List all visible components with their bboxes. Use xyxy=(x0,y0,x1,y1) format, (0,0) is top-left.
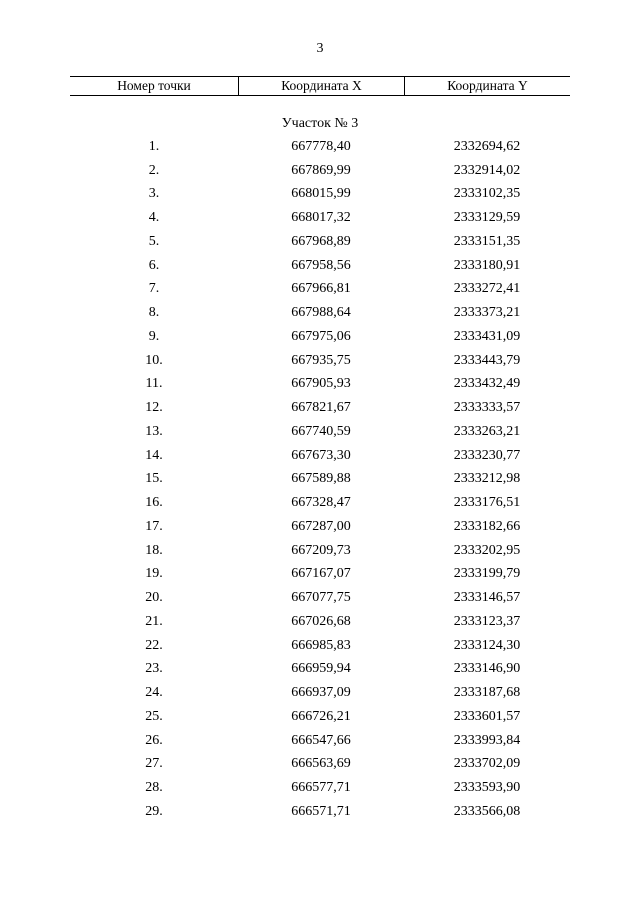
point-number-cell: 22. xyxy=(145,637,163,653)
point-number-cell: 19. xyxy=(145,566,163,582)
table-row xyxy=(70,206,570,230)
point-number-cell: 12. xyxy=(145,400,163,416)
table-row xyxy=(70,634,570,658)
point-number-cell: 23. xyxy=(145,661,163,677)
header-coordinate-x: Координата X xyxy=(238,77,404,95)
coordinate-y-cell: 2333212,98 xyxy=(453,471,521,487)
coordinate-x-cell: 668017,32 xyxy=(291,210,351,226)
point-number-cell: 26. xyxy=(145,732,163,748)
table-row xyxy=(70,230,570,254)
coordinate-x-cell: 667589,88 xyxy=(291,471,351,487)
table-row xyxy=(70,278,570,302)
point-number-cell: 5. xyxy=(148,233,160,249)
point-number-cell: 10. xyxy=(145,352,163,368)
coordinate-x-cell: 667328,47 xyxy=(291,495,351,511)
coordinate-y-cell: 2333146,90 xyxy=(453,661,521,677)
table-row xyxy=(70,396,570,420)
table-body xyxy=(70,135,570,824)
coordinate-x-cell: 667077,75 xyxy=(291,590,351,606)
coordinate-y-cell: 2333593,90 xyxy=(453,780,521,796)
coordinate-x-cell: 668015,99 xyxy=(291,186,351,202)
coordinate-x-cell: 667988,64 xyxy=(291,305,351,321)
coordinate-x-cell: 667869,99 xyxy=(291,162,351,178)
point-number-cell: 20. xyxy=(145,590,163,606)
coordinate-y-cell: 2333432,49 xyxy=(453,376,521,392)
coordinate-y-cell: 2333182,66 xyxy=(453,518,521,534)
table-row xyxy=(70,753,570,777)
header-point-number: Номер точки xyxy=(117,78,191,93)
point-number-cell: 16. xyxy=(145,495,163,511)
coordinate-y-cell: 2333272,41 xyxy=(453,281,521,297)
coordinate-x-cell: 667966,81 xyxy=(291,281,351,297)
coordinate-y-cell: 2332694,62 xyxy=(453,138,521,154)
table-row xyxy=(70,373,570,397)
table-row xyxy=(70,325,570,349)
table-row xyxy=(70,610,570,634)
table-row xyxy=(70,349,570,373)
point-number-cell: 24. xyxy=(145,685,163,701)
coordinate-x-cell: 666563,69 xyxy=(291,756,351,772)
coordinate-y-cell: 2333129,59 xyxy=(453,210,521,226)
header-coordinate-y: Координата Y xyxy=(404,77,570,95)
coordinate-y-cell: 2333230,77 xyxy=(453,447,521,463)
table-row xyxy=(70,539,570,563)
coordinate-y-cell: 2333263,21 xyxy=(453,423,521,439)
coordinate-y-cell: 2333373,21 xyxy=(453,305,521,321)
coordinate-y-cell: 2333443,79 xyxy=(453,352,521,368)
point-number-cell: 7. xyxy=(148,281,160,297)
table-row xyxy=(70,729,570,753)
point-number-cell: 15. xyxy=(145,471,163,487)
table-row xyxy=(70,563,570,587)
coordinate-y-cell: 2333123,37 xyxy=(453,613,521,629)
coordinate-x-cell: 666937,09 xyxy=(291,685,351,701)
point-number-cell: 8. xyxy=(148,305,160,321)
coordinate-y-cell: 2333146,57 xyxy=(453,590,521,606)
coordinate-x-cell: 666959,94 xyxy=(291,661,351,677)
coordinate-x-cell: 667209,73 xyxy=(291,542,351,558)
coordinates-table xyxy=(70,76,570,824)
point-number-cell: 3. xyxy=(148,186,160,202)
table-row xyxy=(70,491,570,515)
coordinate-x-cell: 667905,93 xyxy=(291,376,351,392)
coordinate-y-cell: 2333431,09 xyxy=(453,328,521,344)
coordinate-y-cell: 2333333,57 xyxy=(453,400,521,416)
table-row xyxy=(70,468,570,492)
table-row xyxy=(70,183,570,207)
coordinate-x-cell: 666726,21 xyxy=(291,708,351,724)
coordinate-y-cell: 2333601,57 xyxy=(453,708,521,724)
coordinate-x-cell: 666547,66 xyxy=(291,732,351,748)
table-header-row xyxy=(70,76,570,96)
point-number-cell: 27. xyxy=(145,756,163,772)
coordinate-x-cell: 667778,40 xyxy=(291,138,351,154)
table-row xyxy=(70,420,570,444)
coordinate-x-cell: 667968,89 xyxy=(291,233,351,249)
point-number-cell: 25. xyxy=(145,708,163,724)
point-number-cell: 14. xyxy=(145,447,163,463)
table-row xyxy=(70,681,570,705)
point-number-cell: 28. xyxy=(145,780,163,796)
coordinate-x-cell: 667740,59 xyxy=(291,423,351,439)
table-row xyxy=(70,444,570,468)
coordinate-x-cell: 666571,71 xyxy=(291,803,351,819)
table-row xyxy=(70,135,570,159)
point-number-cell: 17. xyxy=(145,518,163,534)
point-number-cell: 4. xyxy=(148,210,160,226)
table-row xyxy=(70,800,570,824)
coordinate-y-cell: 2333202,95 xyxy=(453,542,521,558)
coordinate-x-cell: 667167,07 xyxy=(291,566,351,582)
table-row xyxy=(70,515,570,539)
point-number-cell: 1. xyxy=(148,138,160,154)
point-number-cell: 11. xyxy=(145,376,163,392)
coordinate-x-cell: 667287,00 xyxy=(291,518,351,534)
coordinate-y-cell: 2333702,09 xyxy=(453,756,521,772)
table-row xyxy=(70,705,570,729)
coordinate-y-cell: 2333566,08 xyxy=(453,803,521,819)
coordinate-y-cell: 2333199,79 xyxy=(453,566,521,582)
coordinate-y-cell: 2333102,35 xyxy=(453,186,521,202)
table-row xyxy=(70,658,570,682)
point-number-cell: 13. xyxy=(145,423,163,439)
table-row xyxy=(70,301,570,325)
coordinate-x-cell: 666985,83 xyxy=(291,637,351,653)
coordinate-y-cell: 2332914,02 xyxy=(453,162,521,178)
coordinate-y-cell: 2333180,91 xyxy=(453,257,521,273)
point-number-cell: 18. xyxy=(145,542,163,558)
section-title: Участок № 3 xyxy=(281,116,359,131)
coordinate-y-cell: 2333187,68 xyxy=(453,685,521,701)
point-number-cell: 6. xyxy=(148,257,160,273)
table-row xyxy=(70,254,570,278)
coordinate-y-cell: 2333176,51 xyxy=(453,495,521,511)
coordinate-x-cell: 667821,67 xyxy=(291,400,351,416)
coordinate-x-cell: 667958,56 xyxy=(291,257,351,273)
table-row xyxy=(70,586,570,610)
point-number-cell: 29. xyxy=(145,803,163,819)
table-row xyxy=(70,159,570,183)
page-number: 3 xyxy=(316,41,324,56)
point-number-cell: 9. xyxy=(148,328,160,344)
coordinate-x-cell: 667935,75 xyxy=(291,352,351,368)
coordinate-y-cell: 2333151,35 xyxy=(453,233,521,249)
point-number-cell: 21. xyxy=(145,613,163,629)
coordinate-y-cell: 2333124,30 xyxy=(453,637,521,653)
coordinate-x-cell: 666577,71 xyxy=(291,780,351,796)
coordinate-x-cell: 667673,30 xyxy=(291,447,351,463)
table-row xyxy=(70,776,570,800)
coordinate-x-cell: 667975,06 xyxy=(291,328,351,344)
coordinate-x-cell: 667026,68 xyxy=(291,613,351,629)
point-number-cell: 2. xyxy=(148,162,160,178)
coordinate-y-cell: 2333993,84 xyxy=(453,732,521,748)
